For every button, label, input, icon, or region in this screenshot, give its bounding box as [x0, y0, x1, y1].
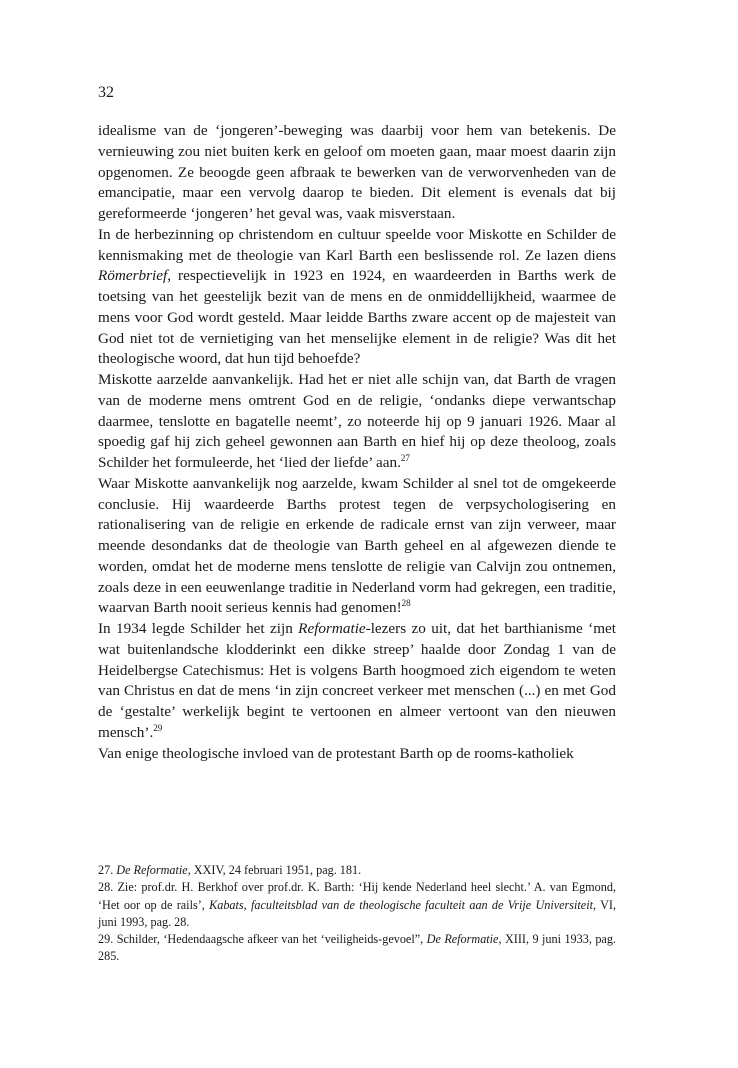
footnote-27: 27. De Reformatie, XXIV, 24 februari 1951, pag. 181.: [98, 863, 362, 877]
footnote-ref-27: 27: [400, 452, 410, 463]
paragraph-4: Waar Miskotte aanvankelijk nog aarzelde, kwam Schilder al snel tot de omgekeerde conclusie. Hij waardeerde Barths protest tegen de verpsychologisering en rationalisering van de religie en erkende de radicale ernst van zijn verweer, maar meende desondanks dat de theologie van Barth geheel en al afgewezen diende te worden, omdat het de moderne mens tenslotte de religie van Calvijn zou ontnemen, zoals deze in een eeuwenlange traditie in Nederland vorm had gekregen, een traditie, waarvan Barth nooit serieus kennis had genomen!$^{28}$: [98, 474, 616, 617]
page-number: 32: [98, 84, 114, 101]
paragraph-3: Miskotte aarzelde aanvankelijk. Had het er niet alle schijn van, dat Barth de vragen van de moderne mens omtrent God en de religie, ‘ondanks diepe verwantschap daarmee, tenslotte en bagatelle neemt’, zo noteerde hij op 9 januari 1926. Maar al spoedig gaf hij zich geheel gewonnen aan Barth en hief hij op deze theoloog, zoals Schilder het formuleerde, het ‘lied der liefde’ aan.$^{27}$: [98, 371, 616, 471]
footnote-ref-29: 29: [153, 722, 163, 733]
footnote-29: 29. Schilder, ‘Hedendaagsche afkeer van het ‘veiligheids-gevoel”, De Reformatie, XIII, 9 juni 1933, pag. 285.: [98, 932, 616, 964]
footnote-ref-28: 28: [401, 598, 411, 609]
paragraph-5: In 1934 legde Schilder het zijn Reformatie-lezers zo uit, dat het barthianisme ‘met wat buitenlandsche klodderinkt een dikke streep’ haalde door Zondag 1 van de Heidelbergse Catechismus: Het is volgens Barth hoogmoed zich eigendom te weten van Christus en dat de mens ‘in zijn concreet verkeer met menschen (...) en met God de ‘gestalte’ werkelijk begint te vertoonen en almeer vertoont van den nieuwen mensch’.$^{29}$: [98, 620, 616, 741]
italic-title: Römerbrief: [98, 267, 168, 285]
footnote-28: 28. Zie: prof.dr. H. Berkhof over prof.dr. K. Barth: ‘Hij kende Nederland heel slecht.’ A. van Egmond, ‘Het oor op de rails’, Kabats, faculteitsblad van de theologische faculteit aan de Vrije Universiteit, VI, juni 1993, pag. 28.: [98, 880, 616, 929]
italic-title: Reformatie: [298, 620, 366, 637]
body-text: [98, 121, 616, 764]
paragraph-2: In de herbezinning op christendom en cultuur speelde voor Miskotte en Schilder de kennismaking met de theologie van Karl Barth een beslissende rol. Ze lazen diens Römerbrief, respectievelijk in 1923 en 1924, en waardeerden in Barths werk de toetsing van het geestelijk bezit van de mens en de onmiddellijkheid, waarmee de mens voor God wordt gesteld. Maar leidde Barths zware accent op de majesteit van God niet tot de vernietiging van het menselijke element in de religie? Was dit het theologische woord, dat hun tijd behoefde?: [98, 225, 616, 368]
paragraph-1: idealisme van de ‘jongeren’-beweging was daarbij voor hem van betekenis. De vernieuwing zou niet buiten kerk en geloof om moeten gaan, maar moest daarin zijn opgenomen. Ze beoogde geen afbraak te bewerken van de verworvenheden van de emancipatie, maar een vervolg daarop te bieden. Dit element is evenals dat bij gereformeerde ‘jongeren’ het geval was, vaak misverstaan.: [98, 122, 616, 222]
footnotes: [98, 862, 616, 966]
paragraph-6: Van enige theologische invloed van de protestant Barth op de rooms-katholiek: [98, 744, 574, 762]
